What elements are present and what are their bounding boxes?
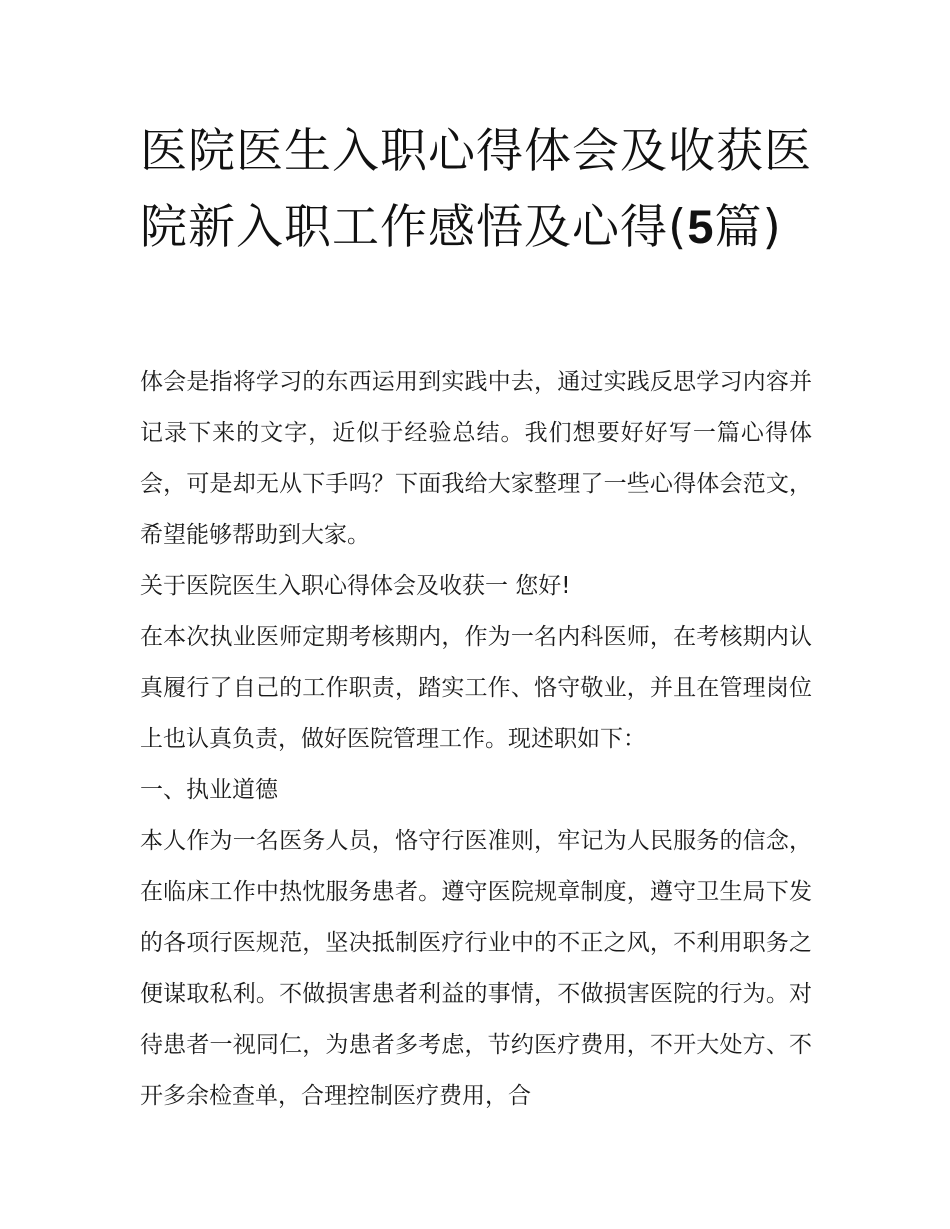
section-heading-1: 关于医院医生入职心得体会及收获一 您好!: [140, 573, 571, 599]
document-body: [140, 357, 812, 1122]
subheading-ethics: 一、执业道德: [140, 777, 278, 803]
intro-paragraph: 体会是指将学习的东西运用到实践中去，通过实践反思学习内容并记录下来的文字，近似于经验总结。我们想要好好写一篇心得体会，可是却无从下手吗？下面我给大家整理了一些心得体会范文，希望能够帮助到大家。: [140, 369, 812, 548]
paragraph-ethics: 本人作为一名医务人员，恪守行医准则，牢记为人民服务的信念，在临床工作中热忱服务患者。遵守医院规章制度，遵守卫生局下发的各项行医规范，坚决抵制医疗行业中的不正之风，不利用职务之便谋取私利。不做损害患者利益的事情，不做损害医院的行为。对待患者一视同仁，为患者多考虑，节约医疗费用，不开大处方、不开多余检查单，合理控制医疗费用，合: [140, 828, 812, 1109]
document-title: 医院医生入职心得体会及收获医院新入职工作感悟及心得(5篇): [140, 124, 812, 255]
paragraph-duties: 在本次执业医师定期考核期内，作为一名内科医师，在考核期内认真履行了自己的工作职责，踏实工作、恪守敬业，并且在管理岗位上也认真负责，做好医院管理工作。现述职如下：: [140, 624, 812, 752]
